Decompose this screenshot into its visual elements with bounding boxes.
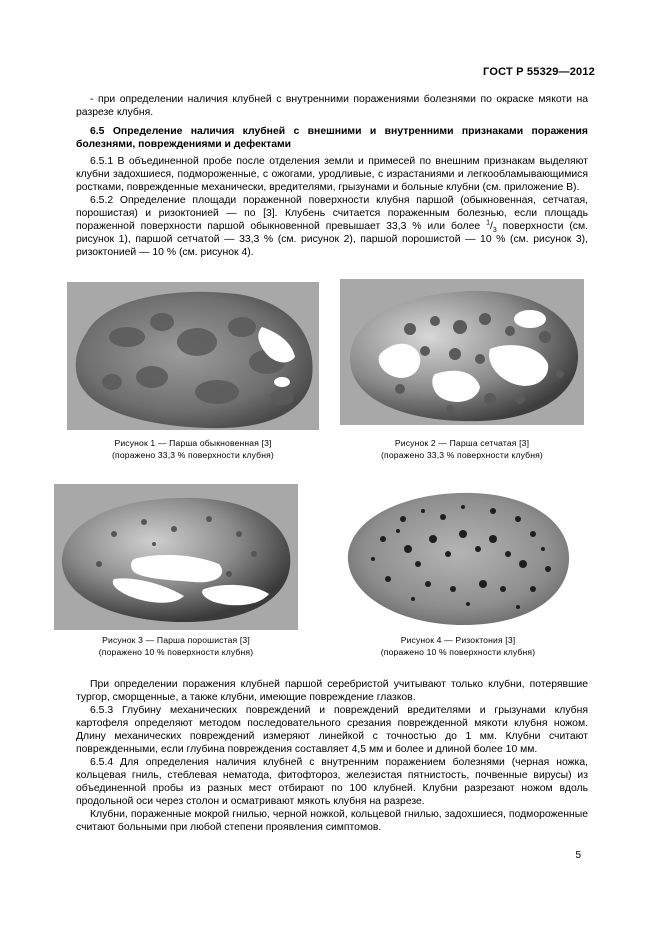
figure-2-caption-title: Рисунок 2 — Парша сетчатая [3] bbox=[394, 438, 530, 448]
figure-1-caption-title: Рисунок 1 — Парша обыкновенная [3] bbox=[114, 438, 272, 448]
fraction-denominator: 3 bbox=[492, 227, 497, 235]
paragraph-6-5-2-part-b: поверхности (см. рисунок 1), паршой сетчатой — 33,3 % (см. рисунок 2), паршой порошистой — 10 % (см. рисунок 3), ризоктонией — 10 % (см. рисунок 4). bbox=[76, 221, 589, 258]
figure-1-caption bbox=[67, 437, 319, 461]
paragraph-6-5-2-part-a: 6.5.2 Определение площади пораженной поверхности клубня паршой (обыкновенная, сетчатая, порошистая) и ризоктонией — по [3]. Клубень считается пораженным болезнью, если площадь пораженной поверхности паршой обыкновенной превышает 33,3 % или более bbox=[76, 195, 588, 232]
figure-2-photo bbox=[340, 279, 584, 425]
paragraph-6-5-1: 6.5.1 В объединенной пробе после отделения земли и примесей по внешним признакам выделяют клубни задохшиеся, подмороженные, с ожогами, уродливые, с израстаниями и легкообламывающимися ростками, поврежденные механически, вредителями, грызунами и больные клубни (см. приложение В). bbox=[76, 156, 588, 193]
paragraph-final: Клубни, пораженные мокрой гнилью, черной ножкой, кольцевой гнилью, задохшиеся, подмороженные считают больными при любой степени проявления симптомов. bbox=[76, 809, 588, 833]
figure-3-caption bbox=[54, 634, 298, 658]
figure-4-caption-note: (поражено 10 % поверхности клубня) bbox=[380, 647, 536, 657]
body-text-top bbox=[76, 93, 588, 259]
figure-3-caption-note: (поражено 10 % поверхности клубня) bbox=[98, 647, 254, 657]
figure-4-photo bbox=[343, 489, 573, 629]
figure-2-caption-note: (поражено 33,3 % поверхности клубня) bbox=[381, 450, 543, 460]
paragraph-6-5-4: 6.5.4 Для определения наличия клубней с внутренним поражением болезнями (черная ножка, кольцевая гниль, стеблевая нематода, фитофтороз, железистая пятнистость, почвенные вирусы) из объединенной пробы из разных мест отбирают по 100 клубней. Клубни разрезают ножом вдоль продольной оси через столон и осматривают мякоть клубня на разрезе. bbox=[76, 757, 588, 807]
figure-4-caption-title: Рисунок 4 — Ризоктония [3] bbox=[400, 635, 516, 645]
paragraph-silver-scab: При определении поражения клубней паршой серебристой учитывают только клубни, потерявшие тургор, сморщенные, а также клубни, имеющие повреждение глазков. bbox=[76, 679, 588, 703]
page-number: 5 bbox=[575, 850, 581, 861]
intro-list-item: - при определении наличия клубней с внутренними поражениями болезнями по окраске мякоти на разрезе клубня. bbox=[76, 94, 588, 118]
figure-2-caption bbox=[340, 437, 584, 461]
paragraph-6-5-2: 6.5.2 Определение площади пораженной поверхности клубня паршой (обыкновенная, сетчатая, порошистая) и ризоктонией — по [3]. Клубень считается пораженным болезнью, если площадь пораженной поверхности паршой обыкновенной превышает 33,3 % или более $^1/_3$ поверхности (см. рисунок 1), паршой сетчатой — 33,3 % (см. рисунок 2), паршой порошистой — 10 % (см. рисунок 3), ризоктонией — 10 % (см. рисунок 4). bbox=[76, 195, 589, 258]
fraction-numerator: 1 bbox=[486, 219, 490, 227]
body-text-bottom bbox=[76, 678, 588, 834]
document-header: ГОСТ Р 55329—2012 bbox=[483, 66, 595, 78]
paragraph-6-5-3: 6.5.3 Глубину механических повреждений и повреждений вредителями и грызунами клубня картофеля определяют методом последовательного срезания поврежденной мякоти клубня ножом. Длину механических повреждений измеряют линейкой с точностью до 1 мм. Клубни считают поврежденными, если глубина повреждения составляет 4,5 мм и более и длиной более 10 мм. bbox=[76, 705, 588, 755]
section-6-5-title: 6.5 Определение наличия клубней с внешними и внутренними признаками поражения болезнями, повреждениями и дефектами bbox=[76, 126, 588, 150]
figure-3-photo bbox=[54, 484, 298, 630]
figure-1-caption-note: (поражено 33,3 % поверхности клубня) bbox=[112, 450, 274, 460]
figure-3-caption-title: Рисунок 3 — Парша порошистая [3] bbox=[102, 635, 250, 645]
figure-4-caption bbox=[343, 634, 573, 658]
figure-1-photo bbox=[67, 282, 319, 430]
